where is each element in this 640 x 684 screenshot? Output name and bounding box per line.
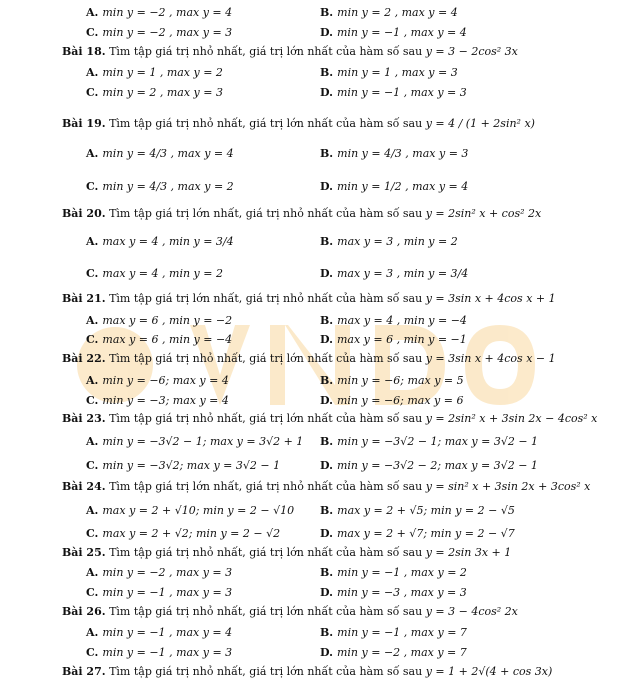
function-formula: y = 2sin 3x + 1 bbox=[425, 546, 512, 559]
option-text: min y = 1 , max y = 2 bbox=[102, 66, 223, 79]
option-text: min y = −1 , max y = 7 bbox=[337, 626, 467, 639]
option-letter: C. bbox=[86, 180, 99, 193]
option-text: min y = 4/3 , max y = 2 bbox=[102, 180, 234, 193]
answer-option-a bbox=[86, 627, 232, 638]
option-row bbox=[0, 505, 640, 523]
option-letter: D. bbox=[320, 86, 333, 99]
answer-option-b bbox=[320, 567, 467, 578]
option-row bbox=[0, 67, 640, 85]
function-formula: y = 3sin x + 4cos x − 1 bbox=[425, 352, 556, 365]
option-text: min y = −3√2; max y = 3√2 − 1 bbox=[102, 459, 281, 472]
option-text: max y = 2 + √5; min y = 2 − √5 bbox=[337, 504, 515, 517]
option-text: min y = 4/3 , max y = 3 bbox=[337, 147, 469, 160]
option-text: max y = 2 + √2; min y = 2 − √2 bbox=[102, 527, 281, 540]
option-letter: D. bbox=[320, 267, 333, 280]
function-formula: y = 2sin² x + cos² 2x bbox=[425, 207, 542, 220]
answer-option-d bbox=[320, 395, 463, 406]
option-text: max y = 3 , min y = 3/4 bbox=[336, 267, 469, 280]
option-letter: B. bbox=[320, 626, 334, 639]
option-row bbox=[0, 334, 640, 352]
question-prompt: Tìm tập giá trị nhỏ nhất, giá trị lớn nhất của hàm số sau bbox=[109, 665, 423, 678]
function-formula: y = 3 − 2cos² 3x bbox=[425, 45, 518, 58]
option-row bbox=[0, 647, 640, 665]
option-text: max y = 6 , min y = −4 bbox=[102, 333, 233, 346]
answer-option-c bbox=[86, 334, 232, 345]
option-text: min y = −6; max y = 5 bbox=[337, 374, 464, 387]
option-row bbox=[0, 627, 640, 645]
option-text: max y = 3 , min y = 2 bbox=[337, 235, 458, 248]
answer-option-d bbox=[320, 181, 468, 192]
option-row bbox=[0, 7, 640, 25]
answer-option-c bbox=[86, 528, 280, 539]
option-row bbox=[0, 436, 640, 454]
answer-option-d bbox=[320, 334, 467, 345]
option-row bbox=[0, 460, 640, 478]
question-stem bbox=[62, 353, 556, 364]
question-stem bbox=[62, 666, 552, 677]
option-letter: B. bbox=[320, 66, 334, 79]
question-number: Bài 22. bbox=[62, 352, 106, 365]
option-letter: A. bbox=[86, 66, 99, 79]
option-letter: D. bbox=[320, 333, 333, 346]
answer-option-d bbox=[320, 27, 467, 38]
option-letter: B. bbox=[320, 314, 334, 327]
answer-option-a bbox=[86, 505, 294, 516]
option-row bbox=[0, 587, 640, 605]
answer-option-d bbox=[320, 460, 538, 471]
question-row bbox=[0, 118, 640, 136]
option-row bbox=[0, 181, 640, 199]
option-text: min y = −2 , max y = 3 bbox=[102, 26, 233, 39]
option-letter: D. bbox=[320, 459, 333, 472]
answer-option-c bbox=[86, 460, 280, 471]
option-text: min y = −3√2 − 1; max y = 3√2 + 1 bbox=[102, 435, 304, 448]
option-letter: B. bbox=[320, 147, 334, 160]
question-prompt: Tìm tập giá trị nhỏ nhất, giá trị lớn nhất của hàm số sau bbox=[109, 45, 423, 58]
question-stem bbox=[62, 208, 541, 219]
question-number: Bài 24. bbox=[62, 480, 106, 493]
question-number: Bài 18. bbox=[62, 45, 106, 58]
question-number: Bài 25. bbox=[62, 546, 106, 559]
question-number: Bài 27. bbox=[62, 665, 106, 678]
question-stem bbox=[62, 293, 556, 304]
question-stem bbox=[62, 46, 518, 57]
question-row bbox=[0, 481, 640, 499]
option-letter: D. bbox=[320, 646, 333, 659]
question-stem bbox=[62, 547, 511, 558]
option-text: min y = −1 , max y = 3 bbox=[102, 646, 233, 659]
option-letter: B. bbox=[320, 566, 334, 579]
answer-option-b bbox=[320, 436, 538, 447]
question-number: Bài 19. bbox=[62, 117, 106, 130]
option-letter: B. bbox=[320, 6, 334, 19]
question-stem bbox=[62, 118, 535, 129]
option-letter: B. bbox=[320, 235, 334, 248]
answer-option-d bbox=[320, 528, 515, 539]
option-row bbox=[0, 567, 640, 585]
option-letter: D. bbox=[320, 180, 333, 193]
option-letter: D. bbox=[320, 26, 333, 39]
option-text: min y = −3 , max y = 3 bbox=[336, 586, 467, 599]
question-prompt: Tìm tập giá trị nhỏ nhất, giá trị lớn nhất của hàm số sau bbox=[109, 605, 423, 618]
option-letter: C. bbox=[86, 459, 99, 472]
option-letter: C. bbox=[86, 394, 99, 407]
option-text: min y = −6; max y = 6 bbox=[336, 394, 464, 407]
answer-option-a bbox=[86, 375, 229, 386]
answer-option-c bbox=[86, 268, 223, 279]
question-stem bbox=[62, 413, 597, 424]
question-prompt: Tìm tập giá trị lớn nhất, giá trị nhỏ nhất của hàm số sau bbox=[109, 292, 423, 305]
question-number: Bài 20. bbox=[62, 207, 106, 220]
option-letter: C. bbox=[86, 586, 99, 599]
question-row bbox=[0, 606, 640, 624]
question-number: Bài 26. bbox=[62, 605, 106, 618]
option-text: min y = −1 , max y = 3 bbox=[102, 586, 233, 599]
option-text: min y = −1 , max y = 4 bbox=[336, 26, 467, 39]
option-text: max y = 6 , min y = −1 bbox=[336, 333, 467, 346]
function-formula: y = 1 + 2√(4 + cos 3x) bbox=[425, 665, 553, 678]
option-letter: A. bbox=[86, 314, 99, 327]
option-row bbox=[0, 87, 640, 105]
question-row bbox=[0, 46, 640, 64]
question-number: Bài 21. bbox=[62, 292, 106, 305]
question-stem bbox=[62, 481, 590, 492]
option-row bbox=[0, 315, 640, 333]
option-row bbox=[0, 148, 640, 166]
option-letter: C. bbox=[86, 646, 99, 659]
question-prompt: Tìm tập giá trị nhỏ nhất, giá trị lớn nhất của hàm số sau bbox=[109, 546, 423, 559]
answer-option-c bbox=[86, 395, 229, 406]
answer-option-b bbox=[320, 505, 515, 516]
question-row bbox=[0, 666, 640, 684]
question-row bbox=[0, 413, 640, 431]
option-text: min y = −1 , max y = 2 bbox=[337, 566, 467, 579]
option-letter: D. bbox=[320, 586, 333, 599]
option-letter: A. bbox=[86, 147, 99, 160]
option-text: max y = 4 , min y = 2 bbox=[102, 267, 223, 280]
option-letter: A. bbox=[86, 435, 99, 448]
option-letter: C. bbox=[86, 333, 99, 346]
option-row bbox=[0, 375, 640, 393]
question-stem bbox=[62, 606, 518, 617]
question-prompt: Tìm tập giá trị lớn nhất, giá trị nhỏ nhất của hàm số sau bbox=[109, 480, 423, 493]
answer-option-c bbox=[86, 27, 232, 38]
option-text: min y = −2 , max y = 4 bbox=[102, 6, 233, 19]
option-row bbox=[0, 27, 640, 45]
option-letter: A. bbox=[86, 6, 99, 19]
option-letter: D. bbox=[320, 394, 333, 407]
answer-option-b bbox=[320, 148, 468, 159]
option-letter: B. bbox=[320, 504, 334, 517]
answer-option-c bbox=[86, 181, 234, 192]
answer-option-d bbox=[320, 647, 467, 658]
option-text: min y = −6; max y = 4 bbox=[102, 374, 229, 387]
option-letter: A. bbox=[86, 374, 99, 387]
option-letter: A. bbox=[86, 235, 99, 248]
question-row bbox=[0, 353, 640, 371]
option-letter: C. bbox=[86, 527, 99, 540]
question-prompt: Tìm tập giá trị nhỏ nhất, giá trị lớn nhất của hàm số sau bbox=[109, 352, 423, 365]
answer-option-b bbox=[320, 375, 464, 386]
function-formula: y = 3sin x + 4cos x + 1 bbox=[425, 292, 556, 305]
option-letter: C. bbox=[86, 26, 99, 39]
answer-option-a bbox=[86, 567, 232, 578]
option-row bbox=[0, 395, 640, 413]
option-text: max y = 4 , min y = 3/4 bbox=[102, 235, 234, 248]
option-text: max y = 6 , min y = −2 bbox=[102, 314, 233, 327]
option-letter: B. bbox=[320, 374, 334, 387]
option-text: min y = 2 , max y = 4 bbox=[337, 6, 458, 19]
option-text: min y = −3; max y = 4 bbox=[102, 394, 229, 407]
option-letter: B. bbox=[320, 435, 334, 448]
option-letter: A. bbox=[86, 626, 99, 639]
option-text: min y = −3√2 − 1; max y = 3√2 − 1 bbox=[337, 435, 539, 448]
option-letter: C. bbox=[86, 267, 99, 280]
function-formula: y = 3 − 4cos² 2x bbox=[425, 605, 518, 618]
option-letter: A. bbox=[86, 566, 99, 579]
question-row bbox=[0, 208, 640, 226]
option-text: min y = −1 , max y = 4 bbox=[102, 626, 233, 639]
answer-option-a bbox=[86, 7, 232, 18]
option-text: min y = 4/3 , max y = 4 bbox=[102, 147, 234, 160]
option-text: max y = 2 + √10; min y = 2 − √10 bbox=[102, 504, 295, 517]
answer-option-b bbox=[320, 67, 458, 78]
option-text: min y = −3√2 − 2; max y = 3√2 − 1 bbox=[336, 459, 538, 472]
answer-option-b bbox=[320, 315, 467, 326]
option-text: min y = −2 , max y = 7 bbox=[336, 646, 467, 659]
option-text: max y = 2 + √7; min y = 2 − √7 bbox=[336, 527, 515, 540]
option-text: min y = −1 , max y = 3 bbox=[336, 86, 467, 99]
option-row bbox=[0, 528, 640, 546]
question-prompt: Tìm tập giá trị lớn nhất, giá trị nhỏ nhất của hàm số sau bbox=[109, 207, 423, 220]
option-text: min y = 1/2 , max y = 4 bbox=[336, 180, 469, 193]
answer-option-a bbox=[86, 236, 234, 247]
answer-option-d bbox=[320, 268, 468, 279]
answer-option-c bbox=[86, 647, 232, 658]
answer-option-a bbox=[86, 148, 234, 159]
answer-option-b bbox=[320, 7, 458, 18]
option-text: min y = −2 , max y = 3 bbox=[102, 566, 233, 579]
answer-option-a bbox=[86, 67, 223, 78]
function-formula: y = 4 / (1 + 2sin² x) bbox=[425, 117, 535, 130]
question-number: Bài 23. bbox=[62, 412, 106, 425]
answer-option-d bbox=[320, 587, 467, 598]
question-row bbox=[0, 547, 640, 565]
question-row bbox=[0, 293, 640, 311]
option-row bbox=[0, 268, 640, 286]
option-text: max y = 4 , min y = −4 bbox=[337, 314, 467, 327]
answer-option-a bbox=[86, 436, 303, 447]
option-row bbox=[0, 236, 640, 254]
option-letter: C. bbox=[86, 86, 99, 99]
question-prompt: Tìm tập giá trị nhỏ nhất, giá trị lớn nhất của hàm số sau bbox=[109, 412, 423, 425]
answer-option-c bbox=[86, 587, 232, 598]
option-letter: A. bbox=[86, 504, 99, 517]
function-formula: y = sin² x + 3sin 2x + 3cos² x bbox=[425, 480, 591, 493]
option-text: min y = 1 , max y = 3 bbox=[337, 66, 458, 79]
option-text: min y = 2 , max y = 3 bbox=[102, 86, 223, 99]
answer-option-b bbox=[320, 236, 458, 247]
answer-option-a bbox=[86, 315, 232, 326]
answer-option-c bbox=[86, 87, 223, 98]
option-letter: D. bbox=[320, 527, 333, 540]
function-formula: y = 2sin² x + 3sin 2x − 4cos² x bbox=[425, 412, 598, 425]
answer-option-d bbox=[320, 87, 467, 98]
answer-option-b bbox=[320, 627, 467, 638]
question-prompt: Tìm tập giá trị nhỏ nhất, giá trị lớn nhất của hàm số sau bbox=[109, 117, 423, 130]
